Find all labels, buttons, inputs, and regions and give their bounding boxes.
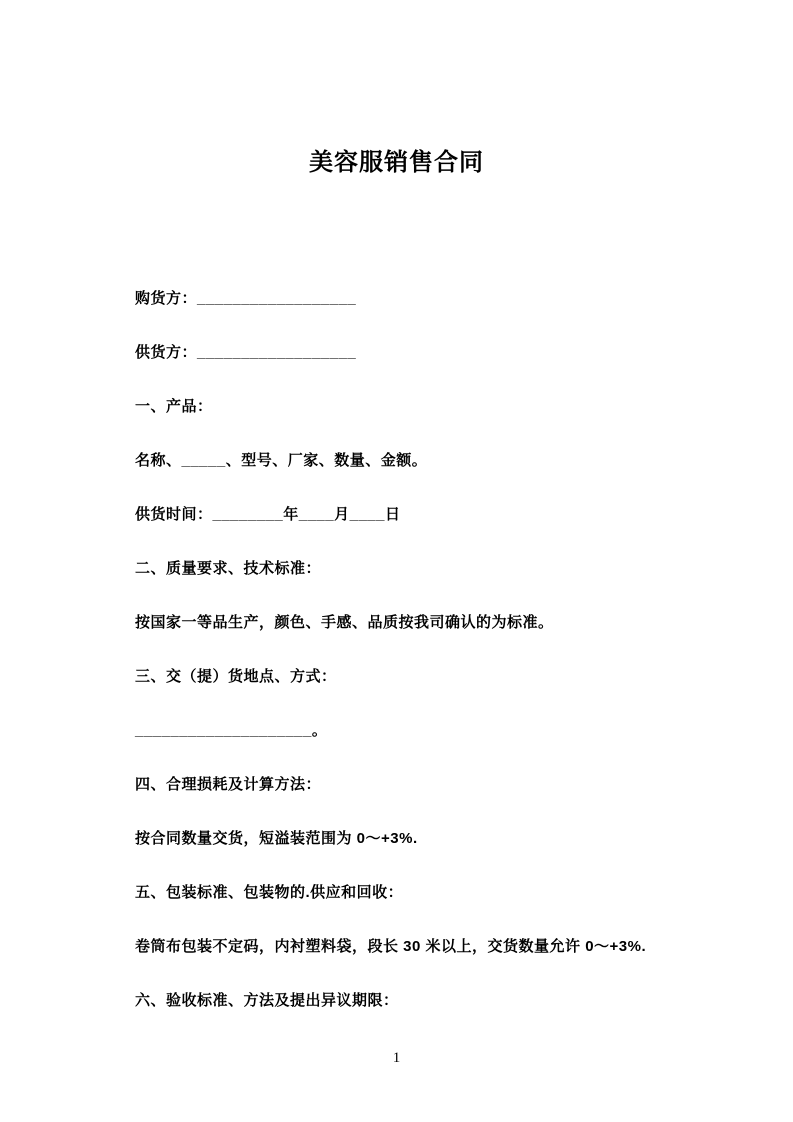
section-1-heading: 一、产品： [135,397,213,415]
section-2-heading: 二、质量要求、技术标准： [135,559,322,577]
supplier-line: 供货方：__________________ [135,343,357,361]
page-number: 1 [392,1050,401,1066]
section-5-heading: 五、包装标准、包装物的.供应和回收： [135,883,404,901]
section-6-heading: 六、验收标准、方法及提出异议期限： [135,991,399,1009]
loss-calculation-line: 按合同数量交货，短溢装范围为 0～+3%. [135,829,418,847]
buyer-line: 购货方：__________________ [135,289,357,307]
contract-body [135,270,713,1026]
delivery-blank-line: ____________________。 [135,721,328,739]
packaging-line: 卷筒布包装不定码，内衬塑料袋，段长 30 米以上，交货数量允许 0～+3%. [135,937,647,955]
section-4-heading: 四、合理损耗及计算方法： [135,775,322,793]
page-title: 美容服销售合同 [309,149,484,176]
section-3-heading: 三、交（提）货地点、方式： [135,667,337,685]
product-fields-line: 名称、_____、型号、厂家、数量、金额。 [135,451,428,469]
supply-date-line: 供货时间：________年____月____日 [135,505,401,523]
quality-standard-line: 按国家一等品生产，颜色、手感、品质按我司确认的为标准。 [135,613,554,631]
